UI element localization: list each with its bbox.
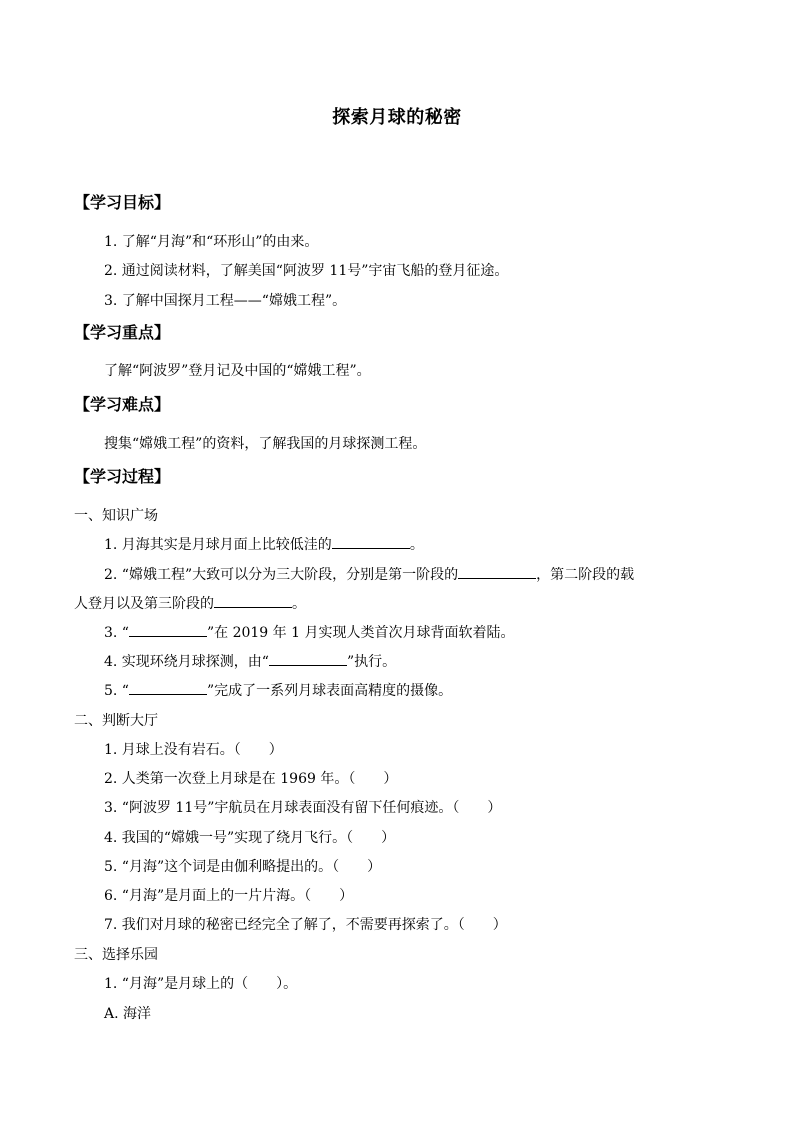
- knowledge-question-2: [104, 564, 634, 586]
- question-text: 4. 实现环绕月球探测，由“: [104, 654, 269, 670]
- answer-blank[interactable]: [214, 593, 292, 608]
- choice-option-a: A. 海洋: [104, 1006, 152, 1022]
- process-heading: 【学习过程】: [74, 467, 171, 486]
- question-text: 人登月以及第三阶段的: [74, 596, 214, 612]
- key-points-heading: 【学习重点】: [74, 323, 171, 342]
- judgment-item-7: 7. 我们对月球的秘密已经完全了解了，不需要再探索了。（ ）: [104, 917, 507, 933]
- objective-item-2: 2. 通过阅读材料，了解美国“阿波罗 11号”宇宙飞船的登月征途。: [104, 263, 509, 279]
- question-text: 。: [409, 537, 424, 553]
- answer-blank[interactable]: [269, 651, 347, 666]
- objective-item-3: 3. 了解中国探月工程——“嫦娥工程”。: [104, 293, 347, 309]
- judgment-item-4: 4. 我国的“嫦娥一号”实现了绕月飞行。（ ）: [104, 830, 396, 846]
- question-text: 3. “: [104, 625, 129, 641]
- question-text: ”在 2019 年 1 月实现人类首次月球背面软着陆。: [206, 625, 515, 641]
- answer-blank[interactable]: [129, 622, 207, 637]
- difficulties-text: 搜集“嫦娥工程”的资料，了解我国的月球探测工程。: [104, 436, 427, 452]
- knowledge-question-2-continued: [74, 593, 306, 615]
- choice-heading: 三、选择乐园: [74, 947, 158, 963]
- page-title: 探索月球的秘密: [332, 107, 462, 128]
- judgment-item-1: 1. 月球上没有岩石。（ ）: [104, 742, 283, 758]
- choice-question-1: 1. “月海”是月球上的（ ）。: [104, 976, 298, 992]
- knowledge-question-4: [104, 651, 396, 673]
- answer-blank[interactable]: [458, 564, 536, 579]
- question-text: ”执行。: [346, 654, 397, 670]
- question-text: 。: [292, 596, 306, 612]
- knowledge-question-1: [104, 534, 424, 556]
- judgment-heading: 二、判断大厅: [74, 713, 158, 729]
- judgment-item-5: 5. “月海”这个词是由伽利略提出的。（ ）: [104, 859, 382, 875]
- judgment-item-3: 3. “阿波罗 11号”宇航员在月球表面没有留下任何痕迹。（ ）: [104, 800, 502, 816]
- knowledge-question-5: [104, 680, 452, 702]
- question-text: ”完成了一系列月球表面高精度的摄像。: [206, 683, 453, 699]
- judgment-item-6: 6. “月海”是月面上的一片片海。（ ）: [104, 888, 354, 904]
- difficulties-heading: 【学习难点】: [74, 395, 171, 414]
- knowledge-heading: 一、知识广场: [74, 508, 158, 524]
- knowledge-question-3: [104, 622, 514, 644]
- answer-blank[interactable]: [129, 680, 207, 695]
- judgment-item-2: 2. 人类第一次登上月球是在 1969 年。（ ）: [104, 771, 398, 787]
- question-text: 1. 月海其实是月球月面上比较低洼的: [104, 537, 332, 553]
- question-text: 5. “: [104, 683, 129, 699]
- objective-item-1: 1. 了解“月海”和“环形山”的由来。: [104, 234, 319, 250]
- objectives-heading: 【学习目标】: [74, 193, 171, 212]
- question-text: ，第二阶段的载: [536, 567, 635, 583]
- key-points-text: 了解“阿波罗”登月记及中国的“嫦娥工程”。: [104, 363, 371, 379]
- question-text: 2. “嫦娥工程”大致可以分为三大阶段，分别是第一阶段的: [104, 567, 459, 583]
- answer-blank[interactable]: [332, 534, 410, 549]
